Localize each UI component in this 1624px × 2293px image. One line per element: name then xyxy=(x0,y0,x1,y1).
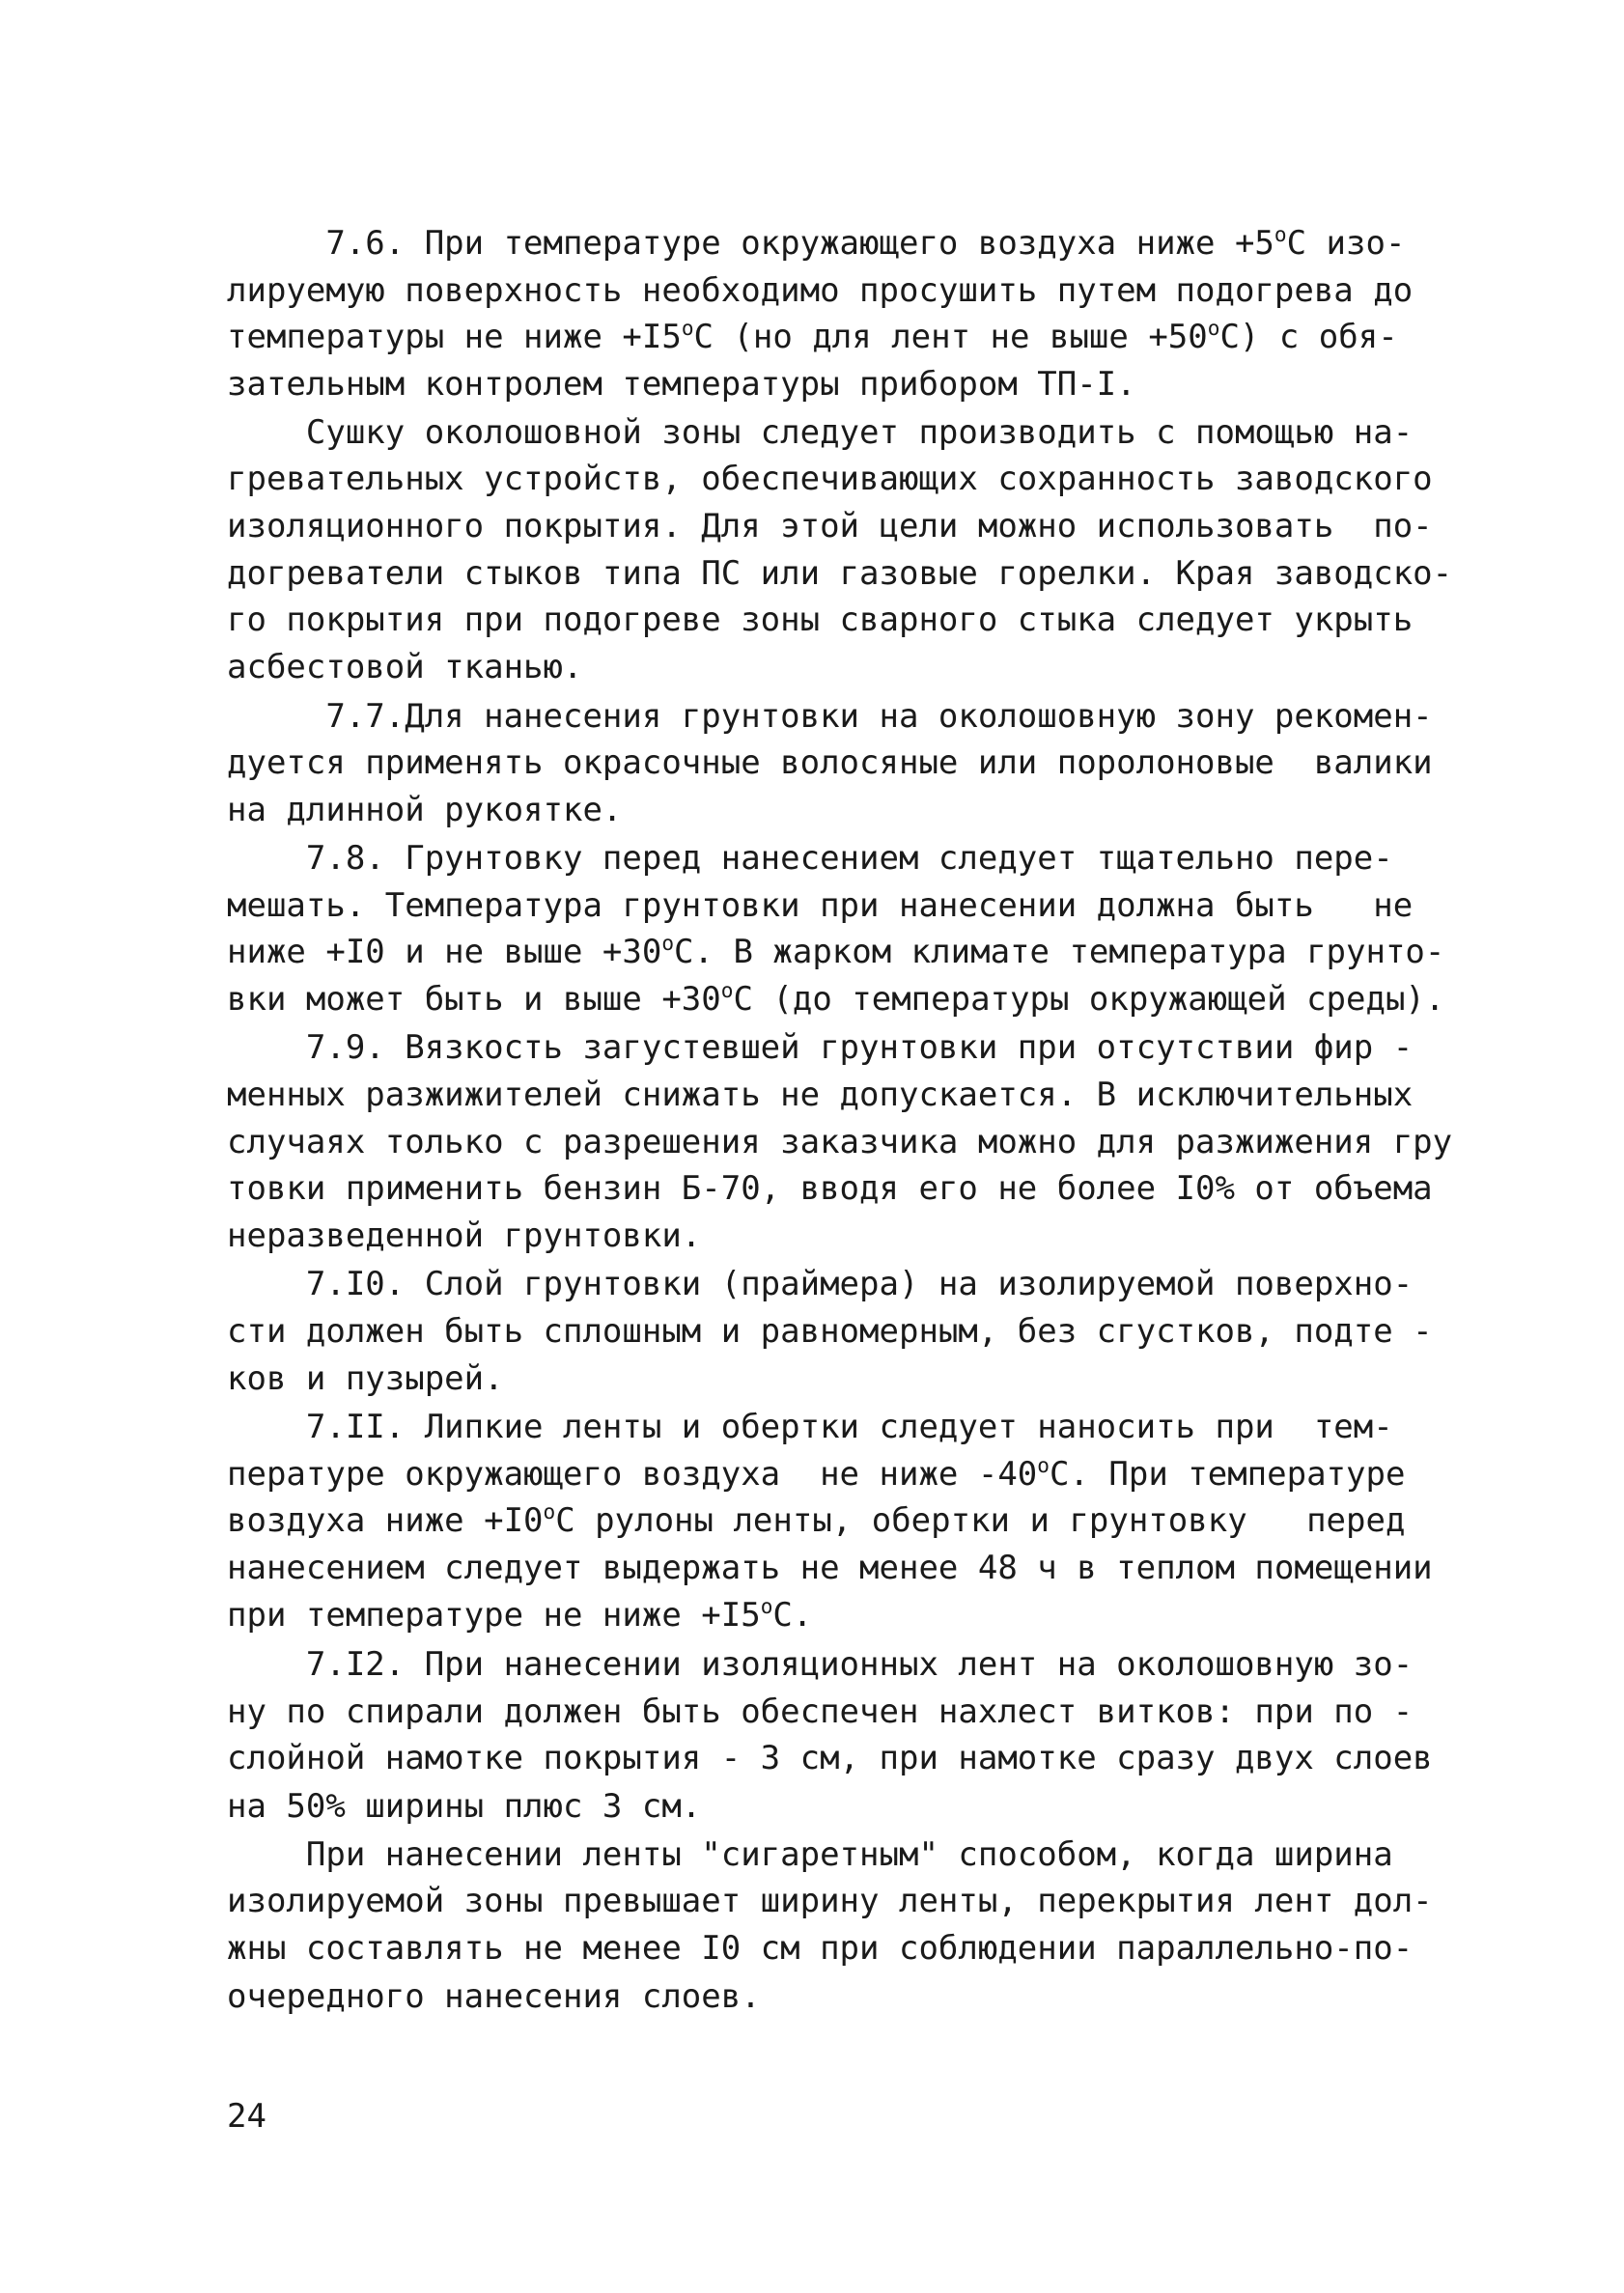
text-line xyxy=(227,1593,813,1635)
text-line xyxy=(227,1312,1433,1351)
text-line xyxy=(227,1498,1406,1540)
text-segment: 7.II. Липкие ленты и обертки следует наносить при тем- xyxy=(227,1408,1393,1446)
text-segment: 7.I2. При нанесении изоляционных лент на околошовную зо- xyxy=(227,1645,1414,1684)
degree-superscript: о xyxy=(543,1498,556,1524)
text-line xyxy=(227,1408,1393,1446)
text-line xyxy=(227,886,1413,925)
text-line xyxy=(227,1882,1433,1920)
text-line xyxy=(227,1645,1413,1684)
text-line xyxy=(227,791,622,829)
text-segment: 7.9. Вязкость загустевшей грунтовки при отсутствии фир - xyxy=(227,1028,1414,1067)
text-segment: вки может быть и выше +30 xyxy=(227,980,721,1019)
text-line xyxy=(227,1929,1413,1968)
text-segment: изоляционного покрытия. Для этой цели можно использовать по- xyxy=(227,507,1433,545)
text-segment: воздуха ниже +I0 xyxy=(227,1501,544,1540)
text-segment: сти должен быть сплошным и равномерным, без сгустков, подте - xyxy=(227,1312,1433,1351)
text-segment: неразведенной грунтовки. xyxy=(227,1216,702,1255)
text-segment: С. xyxy=(772,1596,813,1635)
text-segment: го покрытия при подогреве зоны сварного стыка следует укрыть xyxy=(227,601,1414,639)
text-segment: очередного нанесения слоев. xyxy=(227,1977,761,2016)
text-line xyxy=(227,977,1445,1019)
text-line xyxy=(227,315,1398,356)
text-segment: температуры не ниже +I5 xyxy=(227,318,682,356)
text-line xyxy=(227,1452,1406,1494)
text-line xyxy=(227,554,1452,593)
text-line xyxy=(227,1028,1413,1067)
text-segment: дуется применять окрасочные волосяные или поролоновые валики xyxy=(227,743,1433,782)
text-segment: на 50% ширины плюс 3 см. xyxy=(227,1787,702,1826)
text-segment: 7.I0. Слой грунтовки (праймера) на изолируемой поверхно- xyxy=(227,1265,1414,1303)
text-segment: товки применить бензин Б-70, вводя его не более I0% от объема xyxy=(227,1169,1433,1208)
text-segment: гревательных устройств, обеспечивающих сохранность заводского xyxy=(227,460,1433,498)
text-line xyxy=(227,930,1445,971)
text-line xyxy=(227,1977,761,2016)
text-segment: С изо- xyxy=(1286,224,1406,263)
degree-superscript: о xyxy=(760,1593,773,1618)
text-line xyxy=(227,1265,1413,1303)
degree-superscript: о xyxy=(1207,315,1220,340)
text-segment: пературе окружающего воздуха не ниже -40 xyxy=(227,1455,1038,1494)
text-segment: слойной намотке покрытия - 3 см, при намотке сразу двух слоев xyxy=(227,1739,1433,1777)
text-line xyxy=(227,1216,701,1255)
text-segment: при температуре не ниже +I5 xyxy=(227,1596,761,1635)
text-segment: С. В жарком климате температура грунто- xyxy=(674,933,1445,971)
text-line xyxy=(227,839,1393,878)
text-line xyxy=(227,1739,1433,1777)
text-line xyxy=(227,1835,1393,1874)
text-line xyxy=(227,460,1433,498)
text-line xyxy=(227,743,1433,782)
text-line xyxy=(227,271,1413,310)
text-segment: случаях только с разрешения заказчика можно для разжижения гру xyxy=(227,1123,1453,1161)
text-segment: менных разжижителей снижать не допускается. В исключительных xyxy=(227,1076,1414,1114)
text-segment: нанесением следует выдержать не менее 48 ч в теплом помещении xyxy=(227,1549,1433,1587)
degree-superscript: о xyxy=(1037,1452,1050,1477)
text-segment: асбестовой тканью. xyxy=(227,648,583,686)
degree-superscript: о xyxy=(681,315,694,340)
text-line xyxy=(227,1787,701,1826)
text-segment: С. При температуре xyxy=(1049,1455,1406,1494)
text-segment: зательным контролем температуры прибором ТП-I. xyxy=(227,365,1136,404)
text-segment: С (но для лент не выше +50 xyxy=(693,318,1208,356)
text-line xyxy=(227,1692,1413,1731)
text-segment: жны составлять не менее I0 см при соблюдении параллельно-по- xyxy=(227,1929,1414,1968)
text-segment: 7.7.Для нанесения грунтовки на околошовную зону рекомен- xyxy=(227,697,1433,736)
text-line xyxy=(227,697,1433,736)
text-line xyxy=(227,1076,1413,1114)
text-segment: догреватели стыков типа ПС или газовые горелки. Края заводско- xyxy=(227,554,1453,593)
text-segment: ну по спирали должен быть обеспечен нахлест витков: при по - xyxy=(227,1692,1414,1731)
text-segment: лируемую поверхность необходимо просушить путем подогрева до xyxy=(227,271,1414,310)
text-line xyxy=(227,507,1433,545)
text-segment: на длинной рукоятке. xyxy=(227,791,623,829)
text-segment: С (до температуры окружающей среды). xyxy=(733,980,1445,1019)
text-segment: При нанесении ленты "сигаретным" способом, когда ширина xyxy=(227,1835,1393,1874)
text-segment: С рулоны ленты, обертки и грунтовку перед xyxy=(555,1501,1406,1540)
text-segment: 7.6. При температуре окружающего воздуха ниже +5 xyxy=(227,224,1274,263)
text-line xyxy=(227,365,1136,404)
text-line xyxy=(227,1549,1433,1587)
text-segment: ков и пузырей. xyxy=(227,1359,504,1398)
text-segment: изолируемой зоны превышает ширину ленты, перекрытия лент дол- xyxy=(227,1882,1433,1920)
text-line xyxy=(227,1123,1452,1161)
degree-superscript: о xyxy=(661,930,675,955)
text-segment: 7.8. Грунтовку перед нанесением следует тщательно пере- xyxy=(227,839,1393,878)
degree-superscript: о xyxy=(720,977,734,1002)
text-segment: мешать. Температура грунтовки при нанесении должна быть не xyxy=(227,886,1414,925)
degree-superscript: о xyxy=(1274,221,1287,246)
text-line xyxy=(227,1169,1433,1208)
text-line xyxy=(227,413,1413,452)
text-line xyxy=(227,648,582,686)
text-line xyxy=(227,221,1406,263)
text-line xyxy=(227,601,1413,639)
text-segment: ниже +I0 и не выше +30 xyxy=(227,933,662,971)
text-line xyxy=(227,1359,504,1398)
page-number: 24 xyxy=(227,2097,266,2136)
text-segment: С) с обя- xyxy=(1219,318,1398,356)
text-segment: Сушку околошовной зоны следует производить с помощью на- xyxy=(227,413,1414,452)
